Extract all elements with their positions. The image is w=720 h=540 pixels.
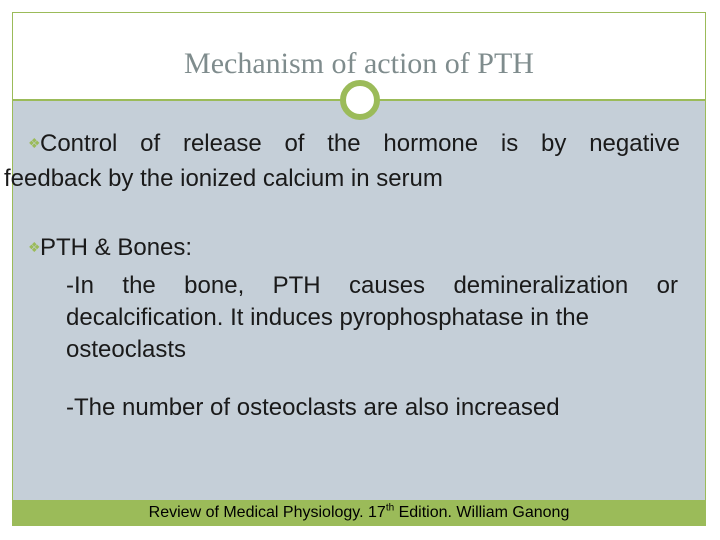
word: the — [327, 130, 361, 157]
sub-line: -The number of osteoclasts are also increased — [66, 394, 560, 421]
bullet-label: PTH & Bones: — [40, 234, 193, 261]
sub-paragraph-osteoclasts — [66, 392, 678, 424]
word: negative — [589, 130, 680, 157]
word: of — [140, 130, 161, 157]
sub-line: decalcification. It induces pyrophosphatase in the — [66, 304, 589, 331]
word: release — [182, 130, 262, 157]
bullet-feedback — [4, 126, 680, 196]
word: of — [284, 130, 305, 157]
bullet-line: feedback by the ionized calcium in serum — [4, 165, 443, 192]
word: is — [500, 130, 519, 157]
word: ❖Control — [28, 126, 117, 161]
bullet-marker-icon: ❖ — [28, 239, 41, 255]
word: the — [122, 272, 156, 299]
sub-paragraph-demineralization — [66, 270, 678, 366]
slide-title: Mechanism of action of PTH — [184, 47, 534, 80]
citation: Review of Medical Physiology. 17th Edition. William Ganong — [148, 502, 570, 521]
word: by — [541, 130, 567, 157]
word: bone, — [184, 272, 245, 299]
word: -In — [66, 272, 95, 299]
circle-ornament-icon — [340, 80, 380, 120]
footer-bar — [13, 500, 705, 526]
sub-line: osteoclasts — [66, 336, 187, 363]
word: demineralization — [453, 272, 629, 299]
word: or — [656, 272, 678, 299]
bullet-pth-bones — [28, 230, 680, 265]
sub-line — [66, 270, 678, 302]
bullet-marker-icon: ❖ — [28, 135, 41, 151]
bullet-line — [28, 126, 680, 161]
word: PTH — [272, 272, 321, 299]
word: hormone — [383, 130, 479, 157]
word: causes — [349, 272, 426, 299]
